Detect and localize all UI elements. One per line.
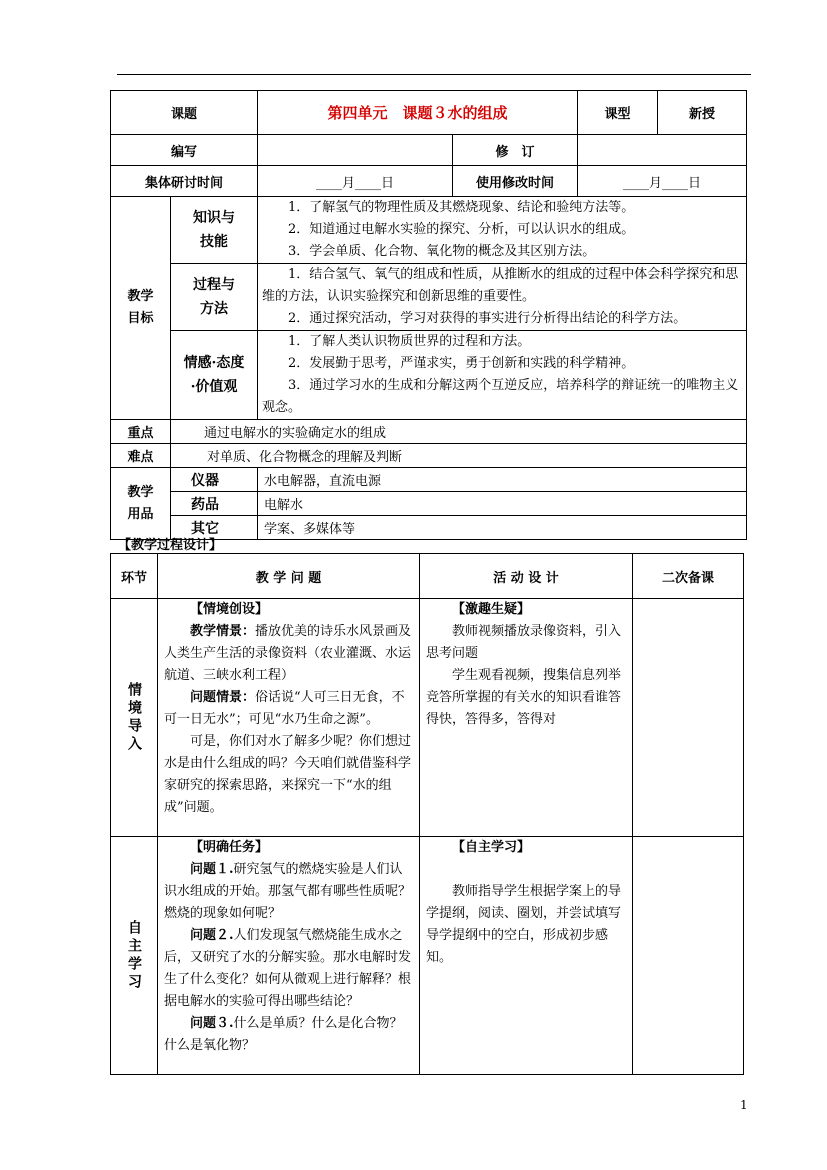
key-point-label: 重点 (111, 420, 171, 444)
emotion-item: 3．通过学习水的生成和分解这两个互逆反应，培养科学的辩证统一的唯物主义观念。 (262, 378, 739, 415)
process-design-heading: 【教学过程设计】 (118, 538, 223, 553)
revise-label: 修 订 (453, 135, 578, 166)
spacer (426, 859, 626, 881)
instrument-value: 水电解器，直流电源 (258, 468, 747, 492)
problem-paragraph: 问题２.人们发现氢气燃烧能生成水之后，又研究了水的分解实验。那水电解时发生了什么变化？如何从微观上进行解释？根据电解水的实验可得出哪些结论？ (164, 928, 412, 1009)
process-label: 过程与方法 (171, 264, 258, 331)
goals-label: 教学目标 (111, 197, 171, 420)
activity-title: 【自主学习】 (452, 840, 531, 855)
activity-paragraph: 教师视频播放录像资料，引入思考问题 (426, 624, 622, 661)
lesson-label: 课题 (111, 91, 258, 135)
problem-title: 【情境创设】 (190, 602, 269, 617)
stage-cell (111, 837, 158, 1075)
stage-cell (111, 599, 158, 837)
problem-paragraph: 教学情景：播放优美的诗乐水风景画及人类生产生活的录像资料（农业灌溉、水运航道、三峡水利工程） (164, 624, 412, 683)
emotion-item: 1．了解人类认识物质世界的过程和方法。 (288, 334, 531, 349)
instrument-label: 仪器 (171, 468, 258, 492)
type-value: 新授 (658, 91, 747, 135)
difficulty-label: 难点 (111, 444, 171, 468)
process-item: 2．通过探究活动，学习对获得的事实进行分析得出结论的科学方法。 (288, 311, 687, 326)
emotion-label: 情感·态度·价值观 (171, 331, 258, 420)
col-header-notes: 二次备课 (633, 554, 744, 599)
problem-paragraph: 问题情景：俗话说“人可三日无食，不可一日无水”；可见“水乃生命之源”。 (164, 690, 405, 727)
reagent-value: 电解水 (258, 492, 747, 516)
lesson-title: 第四单元 课题３水的组成 (258, 91, 578, 135)
problem-title: 【明确任务】 (190, 840, 269, 855)
research-time-label: 集体研讨时间 (111, 166, 258, 197)
revise-value (578, 135, 747, 166)
problem-cell (158, 599, 420, 837)
other-value: 学案、多媒体等 (258, 516, 747, 540)
top-rule (117, 74, 751, 75)
process-items (258, 264, 747, 331)
activity-paragraph: 教师指导学生根据学案上的导学提纲，阅读、圈划，并尝试填写导学提纲中的空白，形成初步感知。 (426, 884, 622, 965)
lesson-info-table (110, 90, 747, 540)
process-item: 1．结合氢气、氧气的组成和性质，从推断水的组成的过程中体会科学探究和思维的方法，认识实验探究和创新思维的重要性。 (262, 267, 739, 304)
stage-label: 自主学习 (126, 919, 142, 992)
emotion-items (258, 331, 747, 420)
key-point-value: 通过电解水的实验确定水的组成 (171, 420, 747, 444)
difficulty-value: 对单质、化合物概念的理解及判断 (171, 444, 747, 468)
use-time-value: ____月____日 (578, 166, 747, 197)
knowledge-item: 3．学会单质、化合物、氧化物的概念及其区别方法。 (288, 244, 596, 259)
process-table (110, 553, 744, 1075)
notes-cell (633, 599, 744, 837)
problem-paragraph: 问题３.什么是单质？什么是化合物？什么是氧化物？ (164, 1016, 403, 1053)
col-header-activity: 活 动 设 计 (420, 554, 633, 599)
use-time-label: 使用修改时间 (453, 166, 578, 197)
problem-paragraph: 可是，你们对水了解多少呢？你们想过水是由什么组成的吗？今天咱们就借鉴科学家研究的探索思路，来探究一下“水的组成”问题。 (164, 734, 412, 815)
activity-paragraph: 学生观看视频，搜集信息列举竞答所掌握的有关水的知识看谁答得快，答得多，答得对 (426, 668, 622, 727)
materials-label: 教学用品 (111, 468, 171, 540)
other-label: 其它 (171, 516, 258, 540)
problem-paragraph: 问题１.研究氢气的燃烧实验是人们认识水组成的开始。那氢气都有哪些性质呢？燃烧的现象如何呢？ (164, 862, 412, 921)
author-value (258, 135, 453, 166)
author-label: 编写 (111, 135, 258, 166)
stage-label: 情境导入 (126, 681, 142, 754)
table-row (111, 837, 744, 1075)
reagent-label: 药品 (171, 492, 258, 516)
table-row (111, 599, 744, 837)
page-number: 1 (740, 1098, 748, 1112)
knowledge-item: 2．知道通过电解水实验的探究、分析，可以认识水的组成。 (288, 222, 635, 237)
activity-cell (420, 837, 633, 1075)
col-header-stage: 环节 (111, 554, 158, 599)
knowledge-label: 知识与技能 (171, 197, 258, 264)
research-time-value: ____月____日 (258, 166, 453, 197)
problem-cell (158, 837, 420, 1075)
knowledge-item: 1．了解氢气的物理性质及其燃烧现象、结论和验纯方法等。 (288, 200, 635, 215)
activity-title: 【激趣生疑】 (452, 602, 531, 617)
knowledge-items (258, 197, 747, 264)
type-label: 课型 (578, 91, 658, 135)
col-header-problem: 教 学 问 题 (158, 554, 420, 599)
notes-cell (633, 837, 744, 1075)
activity-cell (420, 599, 633, 837)
emotion-item: 2．发展勤于思考，严谨求实，勇于创新和实践的科学精神。 (288, 356, 635, 371)
